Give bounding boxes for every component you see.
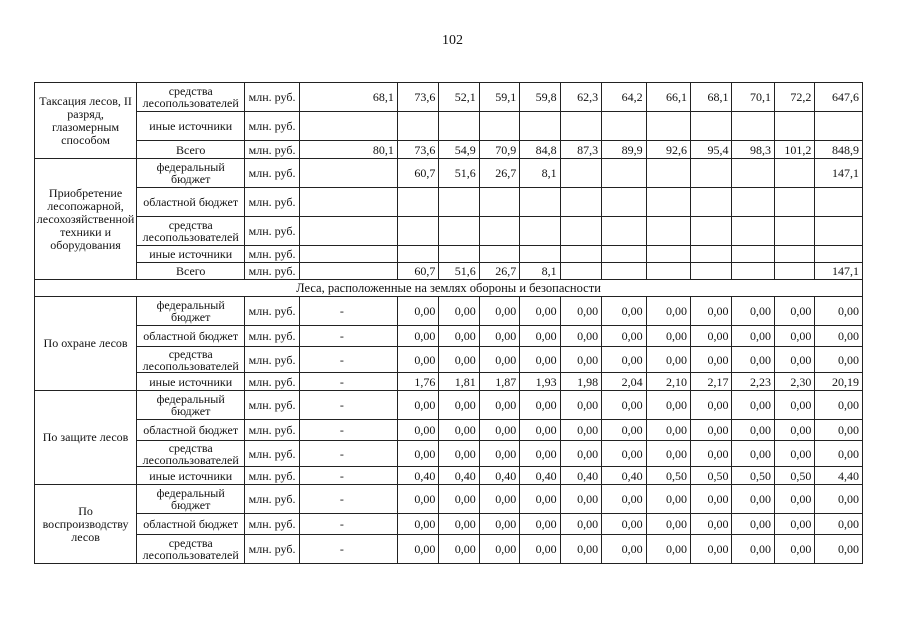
value-cell — [732, 188, 774, 217]
value-cell: 64,2 — [602, 83, 646, 112]
value-cell — [299, 188, 397, 217]
value-cell — [560, 159, 601, 188]
funding-source: средства лесопользователей — [137, 347, 245, 373]
value-cell: 70,1 — [732, 83, 774, 112]
value-cell — [299, 246, 397, 263]
value-cell: 68,1 — [691, 83, 732, 112]
total-cell — [815, 112, 863, 141]
total-cell: 647,6 — [815, 83, 863, 112]
value-cell: 54,9 — [439, 141, 479, 159]
row-category: Приобретение лесопожарной, лесохозяйственной техники и оборудования — [35, 159, 137, 280]
table-row — [35, 246, 863, 263]
page-number: 102 — [442, 33, 463, 48]
unit-cell: млн. руб. — [245, 514, 300, 535]
value-cell: 0,50 — [646, 467, 690, 485]
unit-cell: млн. руб. — [245, 246, 300, 263]
total-cell: 20,19 — [815, 373, 863, 391]
value-cell — [732, 246, 774, 263]
value-cell: 87,3 — [560, 141, 601, 159]
total-cell — [815, 246, 863, 263]
table-row — [35, 514, 863, 535]
value-cell: 51,6 — [439, 263, 479, 280]
value-cell: 0,40 — [479, 467, 519, 485]
unit-cell: млн. руб. — [245, 347, 300, 373]
value-cell: 0,00 — [479, 485, 519, 514]
value-cell — [646, 188, 690, 217]
value-cell: - — [299, 373, 397, 391]
funding-source: средства лесопользователей — [137, 441, 245, 467]
value-cell — [774, 112, 814, 141]
value-cell — [691, 217, 732, 246]
value-cell: 0,00 — [691, 535, 732, 564]
total-cell: 0,00 — [815, 441, 863, 467]
value-cell: 80,1 — [299, 141, 397, 159]
value-cell: 0,00 — [479, 441, 519, 467]
value-cell: 26,7 — [479, 263, 519, 280]
value-cell — [602, 188, 646, 217]
value-cell: 2,23 — [732, 373, 774, 391]
value-cell: 0,00 — [732, 420, 774, 441]
funding-source: иные источники — [137, 112, 245, 141]
value-cell: 1,98 — [560, 373, 601, 391]
value-cell: 0,00 — [439, 535, 479, 564]
funding-source: средства лесопользователей — [137, 83, 245, 112]
row-category: По воспроизводству лесов — [35, 485, 137, 564]
value-cell — [560, 188, 601, 217]
funding-source: иные источники — [137, 246, 245, 263]
value-cell: - — [299, 420, 397, 441]
funding-source: средства лесопользователей — [137, 217, 245, 246]
table-row — [35, 83, 863, 112]
value-cell: - — [299, 326, 397, 347]
table-row — [35, 159, 863, 188]
table-row — [35, 347, 863, 373]
table-row — [35, 485, 863, 514]
total-cell: 0,00 — [815, 514, 863, 535]
value-cell: 0,00 — [691, 297, 732, 326]
value-cell: 0,00 — [439, 514, 479, 535]
value-cell — [439, 112, 479, 141]
unit-cell: млн. руб. — [245, 420, 300, 441]
funding-source: федеральный бюджет — [137, 159, 245, 188]
value-cell: 51,6 — [439, 159, 479, 188]
table-row — [35, 391, 863, 420]
value-cell — [479, 112, 519, 141]
value-cell: 0,00 — [560, 297, 601, 326]
value-cell — [774, 217, 814, 246]
value-cell: 1,81 — [439, 373, 479, 391]
total-cell: 0,00 — [815, 535, 863, 564]
value-cell: 0,00 — [560, 441, 601, 467]
unit-cell: млн. руб. — [245, 217, 300, 246]
value-cell: 66,1 — [646, 83, 690, 112]
value-cell: 59,1 — [479, 83, 519, 112]
value-cell: 70,9 — [479, 141, 519, 159]
value-cell: 0,00 — [774, 391, 814, 420]
unit-cell: млн. руб. — [245, 188, 300, 217]
value-cell: 0,00 — [479, 391, 519, 420]
value-cell: 0,00 — [479, 535, 519, 564]
value-cell: 0,00 — [774, 297, 814, 326]
value-cell: 2,17 — [691, 373, 732, 391]
value-cell: 0,00 — [602, 391, 646, 420]
value-cell: 0,00 — [397, 420, 438, 441]
value-cell: 0,00 — [397, 326, 438, 347]
total-cell: 147,1 — [815, 159, 863, 188]
value-cell — [732, 263, 774, 280]
value-cell: 0,00 — [520, 391, 560, 420]
funding-source: областной бюджет — [137, 514, 245, 535]
value-cell — [439, 188, 479, 217]
value-cell: 0,00 — [646, 485, 690, 514]
unit-cell: млн. руб. — [245, 112, 300, 141]
value-cell: 0,50 — [774, 467, 814, 485]
row-category: Таксация лесов, II разряд, глазомерным способом — [35, 83, 137, 159]
unit-cell: млн. руб. — [245, 141, 300, 159]
value-cell: 0,00 — [560, 391, 601, 420]
value-cell: 26,7 — [479, 159, 519, 188]
value-cell — [646, 246, 690, 263]
value-cell: 0,00 — [439, 441, 479, 467]
value-cell: 0,00 — [691, 485, 732, 514]
unit-cell: млн. руб. — [245, 485, 300, 514]
total-cell: 0,00 — [815, 326, 863, 347]
value-cell: 0,00 — [646, 535, 690, 564]
value-cell: 0,00 — [520, 535, 560, 564]
value-cell: 84,8 — [520, 141, 560, 159]
value-cell — [732, 159, 774, 188]
table-row — [35, 420, 863, 441]
unit-cell: млн. руб. — [245, 441, 300, 467]
unit-cell: млн. руб. — [245, 373, 300, 391]
value-cell: 0,40 — [560, 467, 601, 485]
value-cell: 0,40 — [397, 467, 438, 485]
value-cell: 0,00 — [560, 514, 601, 535]
value-cell — [520, 246, 560, 263]
value-cell: 0,00 — [520, 347, 560, 373]
value-cell — [479, 246, 519, 263]
value-cell — [397, 112, 438, 141]
value-cell: 0,00 — [646, 391, 690, 420]
value-cell — [646, 217, 690, 246]
value-cell: - — [299, 347, 397, 373]
total-cell: 4,40 — [815, 467, 863, 485]
total-cell: 0,00 — [815, 420, 863, 441]
value-cell: 0,00 — [397, 535, 438, 564]
value-cell — [602, 112, 646, 141]
value-cell: 0,00 — [479, 347, 519, 373]
table-row — [35, 263, 863, 280]
value-cell: - — [299, 441, 397, 467]
value-cell: 0,50 — [732, 467, 774, 485]
value-cell: 0,00 — [560, 485, 601, 514]
value-cell: 62,3 — [560, 83, 601, 112]
unit-cell: млн. руб. — [245, 391, 300, 420]
value-cell: 0,00 — [520, 485, 560, 514]
value-cell: 0,00 — [439, 391, 479, 420]
value-cell: 89,9 — [602, 141, 646, 159]
unit-cell: млн. руб. — [245, 263, 300, 280]
value-cell: 0,00 — [691, 514, 732, 535]
value-cell: 1,87 — [479, 373, 519, 391]
value-cell: 0,00 — [397, 441, 438, 467]
value-cell — [646, 263, 690, 280]
section-title: Леса, расположенные на землях обороны и безопасности — [35, 280, 863, 297]
value-cell: 0,00 — [602, 297, 646, 326]
value-cell: - — [299, 485, 397, 514]
value-cell — [479, 188, 519, 217]
value-cell: 0,00 — [774, 420, 814, 441]
value-cell: 0,00 — [732, 485, 774, 514]
value-cell: 0,00 — [691, 391, 732, 420]
value-cell: 0,00 — [439, 297, 479, 326]
funding-source: иные источники — [137, 373, 245, 391]
row-category: По защите лесов — [35, 391, 137, 485]
value-cell: 0,00 — [439, 420, 479, 441]
value-cell: 0,00 — [774, 514, 814, 535]
value-cell — [774, 246, 814, 263]
funding-source: федеральный бюджет — [137, 485, 245, 514]
value-cell: 73,6 — [397, 83, 438, 112]
table-row — [35, 467, 863, 485]
value-cell: 0,00 — [732, 347, 774, 373]
value-cell — [691, 246, 732, 263]
value-cell: 0,00 — [520, 441, 560, 467]
value-cell: 0,00 — [520, 514, 560, 535]
value-cell: 0,40 — [439, 467, 479, 485]
value-cell — [520, 217, 560, 246]
value-cell: 68,1 — [299, 83, 397, 112]
funding-source: федеральный бюджет — [137, 391, 245, 420]
value-cell: 0,00 — [520, 297, 560, 326]
value-cell: 0,00 — [646, 326, 690, 347]
value-cell: 0,00 — [646, 347, 690, 373]
value-cell: 101,2 — [774, 141, 814, 159]
value-cell: 0,40 — [520, 467, 560, 485]
value-cell: 0,00 — [397, 347, 438, 373]
value-cell: 0,00 — [646, 420, 690, 441]
table-row — [35, 297, 863, 326]
table-row — [35, 326, 863, 347]
value-cell: 0,00 — [397, 485, 438, 514]
value-cell — [299, 159, 397, 188]
total-cell: 848,9 — [815, 141, 863, 159]
row-category: По охране лесов — [35, 297, 137, 391]
value-cell: 0,00 — [397, 391, 438, 420]
funding-source: средства лесопользователей — [137, 535, 245, 564]
value-cell — [602, 246, 646, 263]
value-cell — [397, 188, 438, 217]
value-cell: 52,1 — [439, 83, 479, 112]
value-cell: - — [299, 467, 397, 485]
value-cell: 0,00 — [397, 297, 438, 326]
total-cell — [815, 217, 863, 246]
total-cell: 0,00 — [815, 347, 863, 373]
value-cell — [732, 112, 774, 141]
value-cell: 0,00 — [479, 326, 519, 347]
value-cell: 0,40 — [602, 467, 646, 485]
value-cell — [602, 217, 646, 246]
value-cell — [560, 246, 601, 263]
unit-cell: млн. руб. — [245, 467, 300, 485]
value-cell: 0,00 — [732, 535, 774, 564]
value-cell: 0,00 — [646, 297, 690, 326]
value-cell — [602, 159, 646, 188]
value-cell — [397, 217, 438, 246]
value-cell: 59,8 — [520, 83, 560, 112]
funding-source: областной бюджет — [137, 188, 245, 217]
value-cell — [439, 246, 479, 263]
value-cell — [520, 188, 560, 217]
value-cell: 95,4 — [691, 141, 732, 159]
value-cell — [691, 263, 732, 280]
value-cell: 0,00 — [560, 326, 601, 347]
value-cell: 0,00 — [602, 441, 646, 467]
value-cell: 1,93 — [520, 373, 560, 391]
value-cell — [774, 159, 814, 188]
value-cell: 0,00 — [602, 420, 646, 441]
value-cell: 0,00 — [560, 347, 601, 373]
value-cell: 0,00 — [732, 391, 774, 420]
value-cell: 0,00 — [691, 326, 732, 347]
value-cell: 0,00 — [602, 514, 646, 535]
value-cell — [397, 246, 438, 263]
value-cell: 0,00 — [439, 326, 479, 347]
value-cell: 2,04 — [602, 373, 646, 391]
value-cell: 0,00 — [479, 514, 519, 535]
funding-source: областной бюджет — [137, 326, 245, 347]
value-cell: 0,00 — [774, 347, 814, 373]
value-cell: 0,00 — [774, 485, 814, 514]
value-cell — [520, 112, 560, 141]
value-cell — [691, 159, 732, 188]
value-cell: 0,00 — [602, 485, 646, 514]
unit-cell: млн. руб. — [245, 297, 300, 326]
value-cell: 0,00 — [560, 420, 601, 441]
value-cell: 0,00 — [646, 514, 690, 535]
value-cell: 0,00 — [397, 514, 438, 535]
value-cell: 8,1 — [520, 263, 560, 280]
value-cell — [646, 112, 690, 141]
unit-cell: млн. руб. — [245, 159, 300, 188]
table-row — [35, 141, 863, 159]
value-cell: 0,00 — [560, 535, 601, 564]
funding-source: областной бюджет — [137, 420, 245, 441]
total-cell: 0,00 — [815, 391, 863, 420]
value-cell: 0,00 — [479, 297, 519, 326]
table-row — [35, 373, 863, 391]
value-cell — [299, 217, 397, 246]
value-cell — [646, 159, 690, 188]
value-cell: 0,00 — [732, 514, 774, 535]
value-cell: 2,30 — [774, 373, 814, 391]
value-cell: - — [299, 535, 397, 564]
value-cell: 0,00 — [774, 535, 814, 564]
value-cell: 0,00 — [602, 347, 646, 373]
value-cell — [560, 217, 601, 246]
value-cell: - — [299, 297, 397, 326]
value-cell — [691, 112, 732, 141]
value-cell: 98,3 — [732, 141, 774, 159]
unit-cell: млн. руб. — [245, 535, 300, 564]
value-cell: 72,2 — [774, 83, 814, 112]
value-cell — [691, 188, 732, 217]
table-row — [35, 112, 863, 141]
total-cell: 147,1 — [815, 263, 863, 280]
value-cell — [774, 188, 814, 217]
value-cell: 2,10 — [646, 373, 690, 391]
value-cell: 92,6 — [646, 141, 690, 159]
table-row — [35, 217, 863, 246]
value-cell: 0,00 — [691, 347, 732, 373]
unit-cell: млн. руб. — [245, 326, 300, 347]
value-cell: 1,76 — [397, 373, 438, 391]
value-cell: 0,00 — [774, 326, 814, 347]
value-cell — [479, 217, 519, 246]
total-cell: 0,00 — [815, 297, 863, 326]
value-cell — [439, 217, 479, 246]
total-cell — [815, 188, 863, 217]
value-cell: 0,00 — [732, 441, 774, 467]
value-cell — [299, 263, 397, 280]
value-cell — [602, 263, 646, 280]
value-cell: 0,00 — [602, 326, 646, 347]
value-cell: 0,00 — [732, 326, 774, 347]
funding-source: федеральный бюджет — [137, 297, 245, 326]
value-cell: 60,7 — [397, 159, 438, 188]
funding-source: Всего — [137, 263, 245, 280]
value-cell: 0,00 — [439, 485, 479, 514]
value-cell: 0,00 — [479, 420, 519, 441]
value-cell: 0,00 — [520, 326, 560, 347]
section-row — [35, 280, 863, 297]
value-cell: - — [299, 391, 397, 420]
value-cell: 0,00 — [691, 441, 732, 467]
budget-table — [34, 82, 863, 564]
value-cell: 0,00 — [732, 297, 774, 326]
table-row — [35, 188, 863, 217]
value-cell: 0,00 — [691, 420, 732, 441]
table-row — [35, 535, 863, 564]
total-cell: 0,00 — [815, 485, 863, 514]
value-cell: 8,1 — [520, 159, 560, 188]
value-cell: 73,6 — [397, 141, 438, 159]
value-cell — [774, 263, 814, 280]
value-cell: 0,00 — [774, 441, 814, 467]
unit-cell: млн. руб. — [245, 83, 300, 112]
value-cell: 0,00 — [646, 441, 690, 467]
value-cell — [560, 112, 601, 141]
value-cell: 60,7 — [397, 263, 438, 280]
funding-source: Всего — [137, 141, 245, 159]
value-cell: 0,00 — [602, 535, 646, 564]
value-cell: 0,00 — [520, 420, 560, 441]
value-cell: 0,50 — [691, 467, 732, 485]
table-row — [35, 441, 863, 467]
value-cell: - — [299, 514, 397, 535]
value-cell — [299, 112, 397, 141]
value-cell: 0,00 — [439, 347, 479, 373]
funding-source: иные источники — [137, 467, 245, 485]
value-cell — [732, 217, 774, 246]
value-cell — [560, 263, 601, 280]
